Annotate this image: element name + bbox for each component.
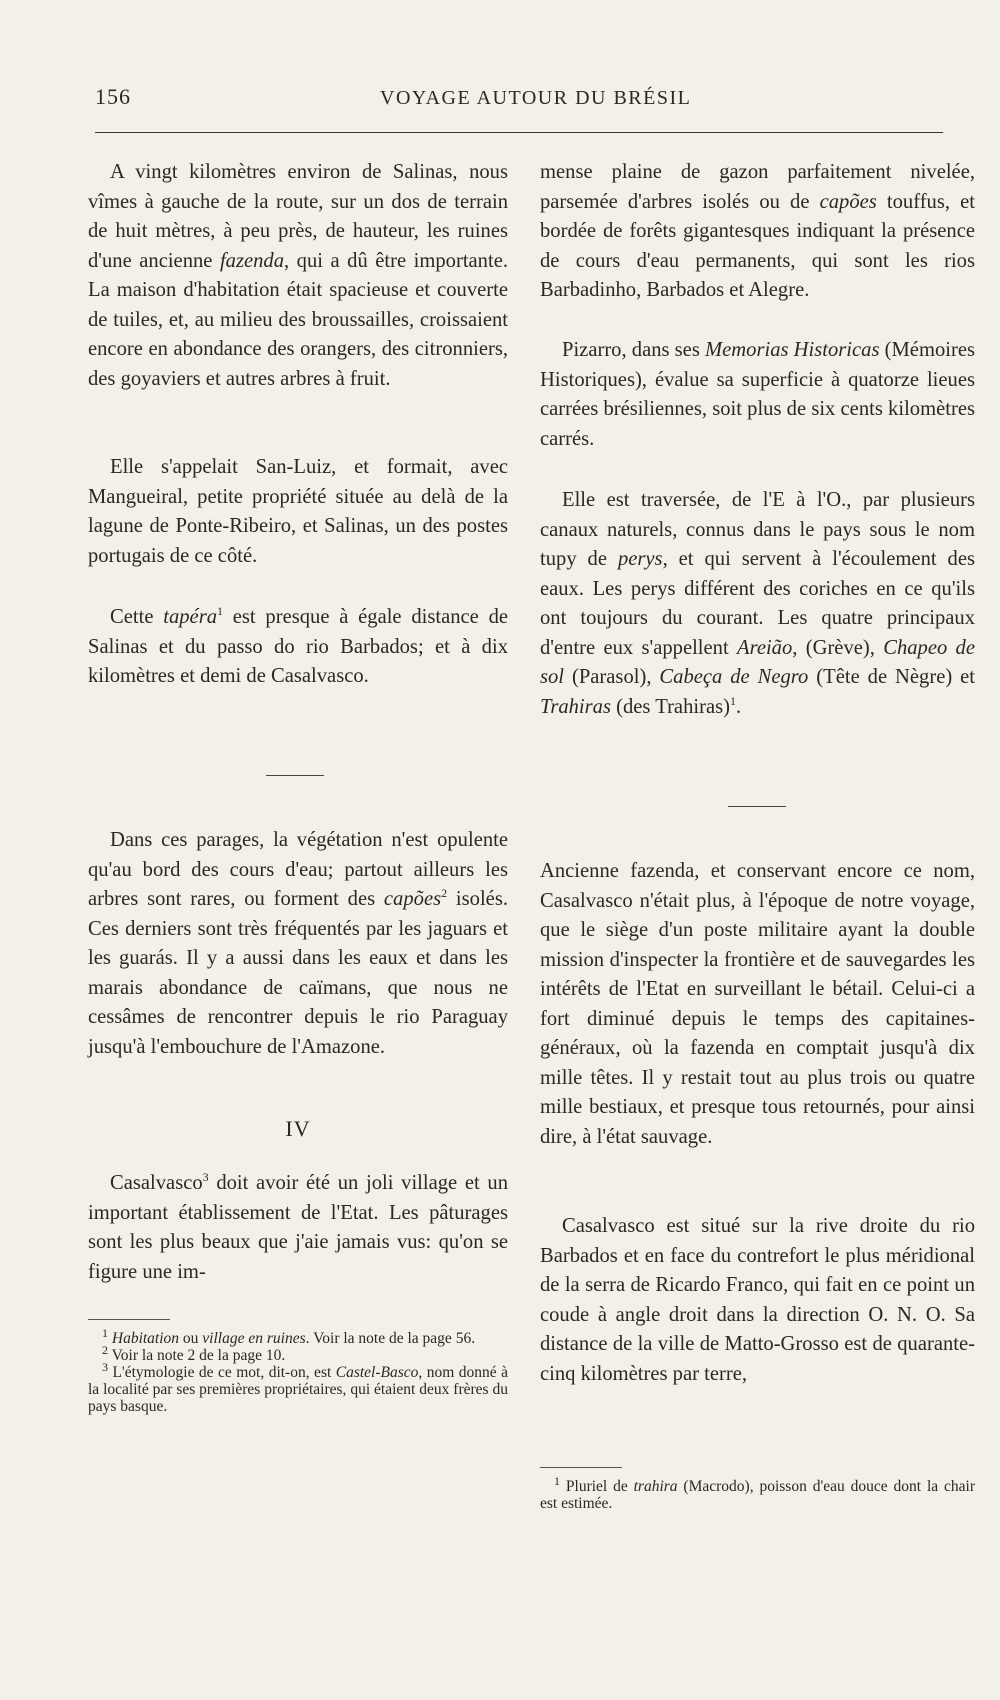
text-run: isolés. Ces derniers sont très fréquentés par les jaguars et les guarás. Il y a aussi dans les eaux et dans les marais abondance de caïmans, que nous ne cessâmes de rencontrer depuis le rio Paraguay jusqu'à l'embouchure de l'Amazone. [88, 888, 508, 1058]
italic-term: capões [383, 888, 442, 910]
text-run: , et qui servent à l'écoulement des eaux. Les perys différent des coriches en ce qu'ils ont toujours du courant. Les quatre principaux d'entre eux s'appellent [540, 548, 975, 659]
text-run: (Parasol), [564, 666, 660, 688]
footnote-number: 1 [554, 1473, 560, 1488]
footnote-number: 3 [102, 1359, 108, 1374]
text-run: , nom donné à la localité par ses premières propriétaires, qui étaient deux frères du pays basque. [88, 1364, 508, 1415]
text-run: Cette [110, 606, 164, 628]
footnote-ref[interactable]: 2 [441, 886, 448, 901]
footnote-rule [88, 1319, 170, 1320]
section-number: IV [285, 1116, 311, 1141]
italic-term: tapéra [163, 606, 218, 628]
text-run: ou [179, 1330, 203, 1347]
footnote-number: 1 [102, 1325, 108, 1340]
footnote-number: 2 [102, 1342, 108, 1357]
footnote-1 [88, 1325, 508, 1347]
right-paragraph-1 [540, 158, 975, 336]
italic-term: capões [819, 190, 877, 213]
italic-term: Cabeça de Negro [659, 666, 809, 688]
page-number: 156 [95, 84, 131, 109]
left-paragraph-1 [88, 158, 508, 453]
text-run: Dans ces parages, la végétation n'est opulente qu'au bord des cours d'eau; partout ailleurs les arbres sont rares, ou forment des [88, 829, 508, 910]
text-run: Voir la note 2 de la page 10. [111, 1347, 286, 1364]
footnote-right-1 [540, 1473, 975, 1512]
text-run: mense plaine de gazon parfaitement nivelée, parsemée d'arbres isolés ou de [540, 161, 975, 213]
footnote-ref[interactable]: 1 [729, 693, 736, 708]
left-paragraph-4 [88, 826, 508, 1111]
text-run: (Tête de Nègre) et [808, 666, 975, 688]
right-paragraph-5: Casalvasco est situé sur la rive droite du rio Barbados et en face du contrefort le plus méridional de la serra de Ricardo Franco, qui fait en ce point un coude à angle droit dans la direction O. N. O. Sa distance de la ville de Matto-Grosso est de quarante-cinq kilomètres par terre, [540, 1215, 975, 1385]
text-run: doit avoir été un joli village et un important établissement de l'Etat. Les pâturages sont les plus beaux que j'aie jamais vus: qu'on se figure une im- [88, 1172, 508, 1283]
right-column [540, 158, 975, 1512]
italic-term: Castel-Basco [335, 1364, 419, 1381]
text-run: (des Trahiras) [610, 695, 730, 718]
italic-term: Areião [736, 636, 793, 659]
italic-term: trahira [633, 1478, 678, 1495]
text-run: L'étymologie de ce mot, dit-on, est [112, 1364, 336, 1381]
header-rule [95, 132, 943, 133]
footnote-rule [540, 1467, 622, 1468]
text-run: (Macrodo), poisson d'eau douce dont la chair est estimée. [540, 1478, 975, 1512]
text-run: Elle est traversée, de l'E à l'O., par plusieurs canaux naturels, connus dans le pays sous le nom tupy de [540, 489, 975, 570]
text-run: est presque à égale distance de Salinas et du passo do rio Barbados; et à dix kilomètres et demi de Casalvasco. [88, 606, 508, 687]
text-run: , (Grève), [792, 636, 884, 659]
footnote-3 [88, 1359, 508, 1415]
right-paragraph-2 [540, 336, 975, 486]
left-paragraph-3 [88, 603, 508, 723]
text-run: , qui a dû être importante. La maison d'habitation était spacieuse et couverte de tuiles, et, au milieu des broussailles, croissaient encore en abondance des orangers, des citronniers, des goyaviers et autres arbres à fruit. [88, 249, 508, 390]
text-run: Pluriel de [565, 1478, 634, 1495]
text-run: Casalvasco [110, 1172, 203, 1194]
footnote-ref[interactable]: 3 [202, 1170, 209, 1185]
footnote-ref[interactable]: 1 [217, 604, 224, 619]
italic-term: Chapeo de sol [540, 636, 975, 688]
left-column [88, 158, 508, 1415]
italic-term: Memorias Historicas [705, 339, 880, 361]
running-title: VOYAGE AUTOUR DU BRÉSIL [380, 87, 692, 109]
italic-term: Trahiras [540, 695, 611, 718]
text-run: . Voir la note de la page 56. [305, 1330, 476, 1347]
text-run: A vingt kilomètres environ de Salinas, nous vîmes à gauche de la route, sur un dos de terrain de huit mètres, à peu près, de hauteur, les ruines d'une ancienne [88, 161, 508, 272]
text-run: touffus, et bordée de forêts gigantesques indiquant la présence de cours d'eau permanents, qui sont les rios Barbadinho, Barbados et Alegre. [540, 190, 975, 301]
footnote-2 [88, 1342, 508, 1364]
text-run: Pizarro, dans ses [562, 339, 705, 361]
italic-term: Habitation [111, 1330, 180, 1347]
text-run: (Mémoires Historiques), évalue sa superficie à quatorze lieues carrées brésiliennes, soit plus de six cents kilomètres carrés. [540, 339, 975, 450]
italic-term: village en ruines [202, 1330, 306, 1347]
left-paragraph-2: Elle s'appelait San-Luiz, et formait, avec Mangueiral, petite propriété située au delà de la lagune de Ponte-Ribeiro, et Salinas, un des postes portugais de ce côté. [88, 456, 508, 567]
page-header [95, 84, 943, 118]
left-paragraph-5 [88, 1169, 508, 1319]
italic-term: fazenda [219, 249, 285, 272]
right-paragraph-3 [540, 486, 975, 786]
italic-term: perys [617, 548, 663, 570]
text-run: . [735, 695, 742, 718]
right-paragraph-4: Ancienne fazenda, et conservant encore ce nom, Casalvasco n'était plus, à l'époque de notre voyage, que le siège d'un poste militaire ayant la double mission d'inspecter la frontière et de sauvegardes les intérêts de l'Etat en surveillant le bétail. Celui-ci a fort diminué depuis le temps des capitaines-généraux, où la fazenda en comptait jusqu'à dix mille têtes. Il y restait tout au plus trois ou quatre mille bestiaux, et presque tous retournés, pour ainsi dire, à l'état sauvage. [540, 860, 975, 1148]
